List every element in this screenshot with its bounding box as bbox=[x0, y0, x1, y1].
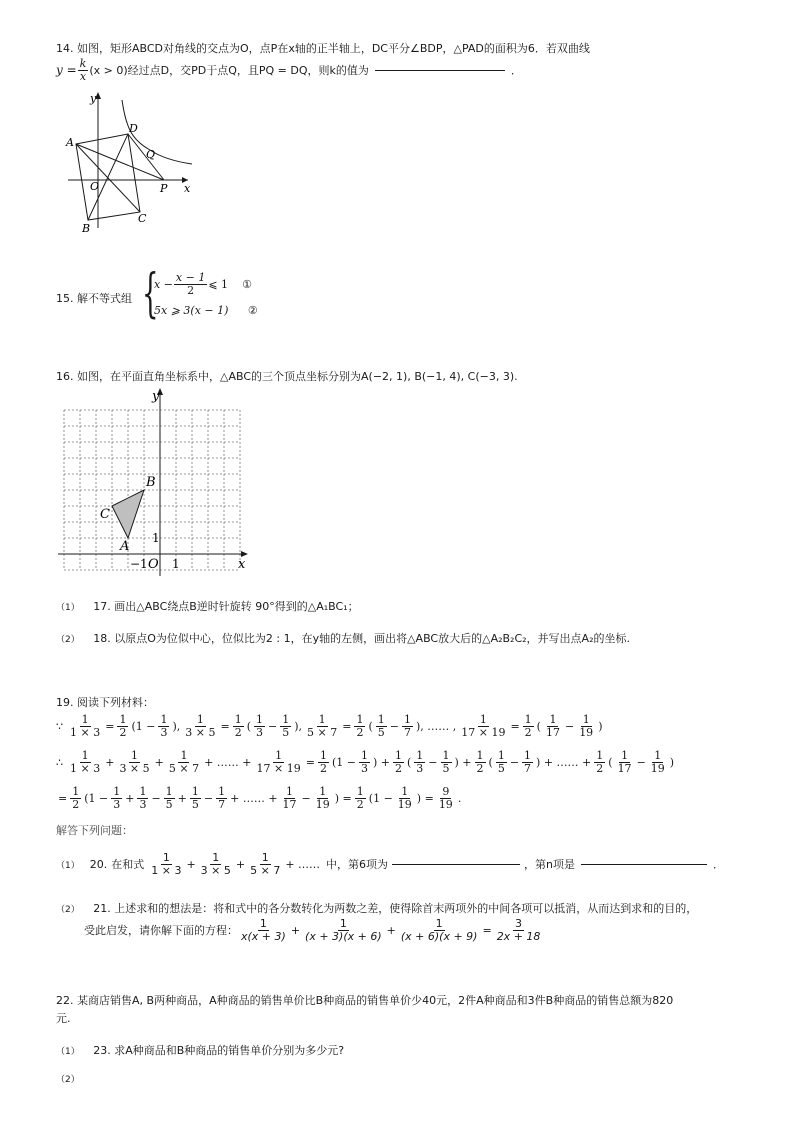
math-symbol: ), …… , bbox=[415, 719, 457, 733]
q16-grid-figure bbox=[56, 386, 252, 580]
math-symbol: ( bbox=[368, 719, 373, 733]
numerator: 1 bbox=[318, 713, 326, 726]
denominator: 17 × 19 bbox=[461, 725, 506, 739]
fraction bbox=[303, 918, 384, 942]
math-symbol: + …… + bbox=[230, 791, 278, 805]
fraction bbox=[233, 714, 244, 738]
fraction bbox=[183, 714, 217, 738]
math-symbol: + bbox=[154, 755, 164, 769]
denominator: 3 × 5 bbox=[185, 725, 216, 739]
q19-line1: ∵ $\frac{1}{1 \times 3}$ = $\frac{1}{2}$ (1 − $\frac{1}{3}$ ), $\frac{1}{3 \times 5}$ = $\frac{1}{2}$ ( $\frac{1}{3}$ − $\frac{1}{5}$ ), $\frac{1}{5 \times 7}$ = $\frac{1}{2}$ ( $\frac{1}{5}$ − $\frac{1}{7}$ ), …… , $\frac{1}{17 \times 19}$ = $\frac{1}{2}$ ( $\frac{1}{17}$ − $\frac{1}{19}$ ) bbox=[56, 713, 603, 739]
q22-line1: 22. 某商店销售A, B两种商品，A种商品的销售单价比B种商品的销售单价少40元，2件A种商品和3件B种商品的销售总额为820 bbox=[56, 994, 674, 1007]
denominator: 2 bbox=[524, 725, 532, 739]
label-A: A bbox=[120, 539, 130, 554]
fraction-k-over-x: $\frac{k}{x}$ bbox=[79, 57, 87, 83]
math-symbol: (1 − bbox=[84, 791, 109, 805]
fraction bbox=[117, 714, 128, 738]
fraction bbox=[68, 714, 102, 738]
denominator: 1 × 3 bbox=[70, 761, 101, 775]
q19-line3 bbox=[56, 786, 463, 810]
fraction bbox=[255, 750, 303, 774]
math-symbol: − bbox=[636, 755, 646, 769]
math-symbol: (1 − bbox=[368, 791, 393, 805]
fraction bbox=[414, 750, 425, 774]
q24-part: （2） bbox=[56, 1075, 80, 1085]
numerator: 1 bbox=[234, 713, 242, 726]
math-symbol: + …… + bbox=[204, 755, 252, 769]
numerator: 1 bbox=[401, 785, 409, 798]
numerator: 1 bbox=[275, 749, 283, 762]
numerator: 1 bbox=[191, 785, 199, 798]
denominator: 17 bbox=[545, 725, 560, 739]
numerator: 9 bbox=[442, 785, 450, 798]
numerator: 1 bbox=[81, 713, 89, 726]
q21-line1: （2） 21. 上述求和的想法是：将和式中的各分数转化为两数之差，使得除首末两项外的中间各项可以抵消，从而达到求和的目的， bbox=[56, 902, 698, 915]
label-x: x bbox=[184, 182, 191, 195]
denominator: 2x + 18 bbox=[496, 929, 541, 943]
fraction bbox=[437, 786, 455, 810]
label-Q: Q bbox=[146, 148, 156, 161]
fraction bbox=[459, 714, 507, 738]
denominator: 7 bbox=[524, 761, 532, 775]
fraction bbox=[616, 750, 634, 774]
question-number: 14. bbox=[56, 42, 74, 55]
numerator: 1 bbox=[339, 917, 347, 930]
fraction bbox=[149, 852, 183, 876]
answer-blank[interactable] bbox=[375, 69, 505, 71]
fraction bbox=[594, 750, 605, 774]
math-symbol: ( bbox=[246, 719, 251, 733]
numerator: 3 bbox=[515, 917, 523, 930]
numerator: 1 bbox=[131, 749, 139, 762]
fraction bbox=[305, 714, 339, 738]
q15-eq2: 5x ⩾ 3(x − 1) ② bbox=[154, 304, 258, 317]
denominator: 19 bbox=[315, 797, 330, 811]
question-text: 如图，矩形ABCD对角线的交点为O，点P在x轴的正半轴上，DC平分∠BDP，△PAD的面积为6．若双曲线 bbox=[77, 42, 590, 55]
fraction bbox=[239, 918, 288, 942]
numerator: 1 bbox=[356, 785, 364, 798]
math-symbol: ) = bbox=[416, 791, 434, 805]
numerator: 1 bbox=[654, 749, 662, 762]
numerator: 1 bbox=[139, 785, 147, 798]
fraction bbox=[496, 750, 507, 774]
numerator: 1 bbox=[524, 749, 532, 762]
denominator: 2 bbox=[72, 797, 80, 811]
fraction bbox=[254, 714, 265, 738]
denominator: 1 × 3 bbox=[70, 725, 101, 739]
fraction bbox=[393, 750, 404, 774]
math-symbol: = bbox=[510, 719, 520, 733]
label-C: C bbox=[138, 212, 147, 225]
fraction bbox=[199, 852, 233, 876]
fraction bbox=[354, 714, 365, 738]
math-symbol: ) = bbox=[334, 791, 352, 805]
q15-prefix: 15. 解不等式组 bbox=[56, 292, 132, 305]
math-symbol: ) + …… + bbox=[536, 755, 592, 769]
q20: （1） 20. 在和式 $\frac{1}{1 \times 3}$ + $\frac{1}{3 \times 5}$ + $\frac{1}{5 \times 7}$ + …… 中，第6项为 ，第n项是 ． bbox=[56, 851, 725, 877]
denominator: 3 × 5 bbox=[119, 761, 150, 775]
fraction bbox=[111, 786, 122, 810]
numerator: 1 bbox=[582, 713, 590, 726]
label-B: B bbox=[82, 222, 91, 233]
label-neg1: −1 bbox=[130, 557, 148, 571]
numerator: 1 bbox=[119, 713, 127, 726]
numerator: 1 bbox=[416, 749, 424, 762]
denominator: 3 bbox=[139, 797, 147, 811]
denominator: 17 bbox=[282, 797, 297, 811]
denominator: 2 bbox=[119, 725, 127, 739]
denominator: 5 bbox=[165, 797, 173, 811]
label-C: C bbox=[100, 507, 110, 522]
numerator: 1 bbox=[218, 785, 226, 798]
denominator: 5 bbox=[377, 725, 385, 739]
label-P: P bbox=[160, 182, 168, 195]
denominator: 2 bbox=[395, 761, 402, 775]
fraction bbox=[359, 750, 370, 774]
denominator: 5 bbox=[497, 761, 505, 775]
numerator: 1 bbox=[261, 851, 269, 864]
math-symbol: (1 − bbox=[131, 719, 156, 733]
math-symbol: + bbox=[105, 755, 115, 769]
fraction bbox=[402, 714, 413, 738]
denominator: 7 bbox=[218, 797, 226, 811]
numerator: 1 bbox=[479, 713, 487, 726]
label-A: A bbox=[66, 136, 74, 149]
math-symbol: − bbox=[564, 719, 575, 733]
denominator: (x + 3)(x + 6) bbox=[305, 929, 382, 943]
denominator: 1 × 3 bbox=[151, 863, 182, 877]
fraction bbox=[318, 750, 329, 774]
brace: { bbox=[142, 264, 159, 324]
fraction bbox=[281, 786, 299, 810]
denominator: 2 bbox=[596, 761, 604, 775]
math-symbol: ( bbox=[608, 755, 613, 769]
math-symbol: ( bbox=[407, 755, 412, 769]
math-symbol: + bbox=[177, 791, 187, 805]
numerator: 1 bbox=[497, 749, 505, 762]
math-symbol: ), bbox=[172, 719, 181, 733]
answer-blank-6th-term[interactable] bbox=[392, 863, 520, 865]
q19-answer-prompt: 解答下列问题： bbox=[56, 824, 133, 837]
label-x: x bbox=[238, 557, 246, 572]
fraction bbox=[167, 750, 201, 774]
numerator: 1 bbox=[356, 713, 364, 726]
numerator: 1 bbox=[476, 749, 484, 762]
q19-title: 19. 阅读下列材料： bbox=[56, 696, 154, 709]
numerator: 1 bbox=[596, 749, 604, 762]
denominator: 3 bbox=[113, 797, 121, 811]
numerator: 1 bbox=[442, 749, 450, 762]
denominator: 2 bbox=[356, 725, 364, 739]
denominator: 2 bbox=[319, 761, 327, 775]
denominator: 19 bbox=[579, 725, 594, 739]
fraction bbox=[399, 918, 480, 942]
numerator: 1 bbox=[621, 749, 629, 762]
denominator: 2 bbox=[476, 761, 484, 775]
denominator: 5 bbox=[191, 797, 199, 811]
math-symbol: ) + bbox=[372, 755, 390, 769]
q18: （2） 18. 以原点O为位似中心，位似比为2 : 1，在y轴的左侧，画出将△ABC放大后的△A₂B₂C₂，并写出点A₂的坐标. bbox=[56, 632, 630, 645]
fraction bbox=[495, 918, 543, 942]
denominator: 17 × 19 bbox=[256, 761, 301, 775]
fraction bbox=[248, 852, 282, 876]
math-symbol: = bbox=[305, 755, 315, 769]
math-symbol: = bbox=[58, 791, 68, 805]
denominator: 3 bbox=[416, 761, 424, 775]
q15-eq1: x − $\frac{x - 1}{2}$ ⩽ 1 ① bbox=[154, 271, 252, 297]
numerator: 1 bbox=[403, 713, 411, 726]
fraction bbox=[577, 714, 595, 738]
denominator: 3 bbox=[255, 725, 263, 739]
numerator: 1 bbox=[259, 917, 267, 930]
math-symbol: + bbox=[125, 791, 135, 805]
math-symbol: ), bbox=[294, 719, 302, 733]
fraction bbox=[441, 750, 452, 774]
numerator: 1 bbox=[319, 749, 327, 762]
fraction bbox=[314, 786, 332, 810]
denominator: 17 bbox=[617, 761, 632, 775]
math-symbol: . bbox=[457, 791, 462, 805]
fraction bbox=[396, 786, 414, 810]
label-B: B bbox=[146, 475, 156, 490]
math-symbol: + bbox=[290, 923, 301, 937]
fraction bbox=[190, 786, 201, 810]
math-symbol: ( bbox=[488, 755, 493, 769]
numerator: 1 bbox=[165, 785, 173, 798]
q14-figure bbox=[60, 88, 200, 233]
numerator: 1 bbox=[319, 785, 327, 798]
numerator: 1 bbox=[81, 749, 89, 762]
fraction bbox=[475, 750, 486, 774]
fraction bbox=[117, 750, 151, 774]
denominator: 5 bbox=[442, 761, 450, 775]
label-one-y: 1 bbox=[152, 531, 160, 545]
math-symbol: ( bbox=[536, 719, 541, 733]
denominator: 2 bbox=[356, 797, 364, 811]
math-symbol: = bbox=[220, 719, 230, 733]
q16-text: 16. 如图，在平面直角坐标系中，△ABC的三个顶点坐标分别为A(−2, 1), B(−1, 4), C(−3, 3). bbox=[56, 370, 518, 383]
fraction bbox=[522, 750, 533, 774]
numerator: 1 bbox=[72, 785, 80, 798]
denominator: 3 bbox=[360, 761, 368, 775]
math-symbol: − bbox=[267, 719, 278, 733]
denominator: 19 bbox=[438, 797, 453, 811]
math-symbol: + bbox=[186, 857, 196, 871]
denominator: 7 bbox=[403, 725, 411, 739]
numerator: 1 bbox=[286, 785, 294, 798]
numerator: 1 bbox=[524, 713, 532, 726]
label-D: D bbox=[129, 122, 138, 135]
label-y: y bbox=[90, 92, 97, 105]
denominator: 5 × 7 bbox=[250, 863, 281, 877]
denominator: 3 bbox=[160, 725, 168, 739]
label-O: O bbox=[90, 180, 100, 193]
math-symbol: = bbox=[105, 719, 115, 733]
math-symbol: ) bbox=[598, 719, 603, 733]
q22-line2: 元. bbox=[56, 1012, 71, 1025]
denominator: 5 × 7 bbox=[168, 761, 200, 775]
answer-blank-nth-term[interactable] bbox=[581, 863, 707, 865]
q17: （1） 17. 画出△ABC绕点B逆时针旋转 90°得到的△A₁BC₁； bbox=[56, 600, 359, 613]
fraction bbox=[216, 786, 227, 810]
numerator: 1 bbox=[180, 749, 188, 762]
math-symbol: − bbox=[509, 755, 520, 769]
numerator: 1 bbox=[435, 917, 443, 930]
math-symbol: + bbox=[235, 857, 246, 871]
fraction bbox=[70, 786, 81, 810]
numerator: 1 bbox=[113, 785, 121, 798]
fraction bbox=[68, 750, 102, 774]
fraction bbox=[649, 750, 667, 774]
math-symbol: − bbox=[301, 791, 311, 805]
denominator: 2 bbox=[234, 725, 242, 739]
q14-line2: y = $\frac{k}{x}$ (x > 0)经过点D，交PD于点Q，且PQ = DQ，则k的值为 ． bbox=[56, 57, 522, 83]
numerator: 1 bbox=[212, 851, 220, 864]
math-symbol: ) + bbox=[454, 755, 472, 769]
math-symbol: − bbox=[151, 791, 161, 805]
fraction bbox=[137, 786, 148, 810]
math-symbol: − bbox=[389, 719, 399, 733]
label-y: y bbox=[152, 389, 160, 404]
denominator: x(x + 3) bbox=[241, 929, 286, 943]
denominator: 5 × 7 bbox=[307, 725, 338, 739]
fraction bbox=[544, 714, 562, 738]
math-symbol: = bbox=[482, 923, 492, 937]
numerator: 1 bbox=[549, 713, 557, 726]
math-symbol: ) bbox=[669, 755, 675, 769]
fraction bbox=[158, 714, 169, 738]
numerator: 1 bbox=[395, 749, 402, 762]
q14-line1 bbox=[56, 40, 590, 56]
denominator: (x + 6)(x + 9) bbox=[400, 929, 478, 943]
numerator: 1 bbox=[282, 713, 290, 726]
q23: （1） 23. 求A种商品和B种商品的销售单价分别为多少元? bbox=[56, 1044, 345, 1057]
fraction bbox=[164, 786, 175, 810]
fraction bbox=[376, 714, 387, 738]
math-symbol: − bbox=[428, 755, 438, 769]
denominator: 3 × 5 bbox=[200, 863, 231, 877]
fraction bbox=[355, 786, 366, 810]
q21-line2: 受此启发，请你解下面的方程： $\frac{1}{x(x + 3)}$ + $\frac{1}{(x + 3)(x + 6)}$ + $\frac{1}{(x + 6)(x + 9)}$ = $\frac{3}{2x + 18}$ bbox=[84, 917, 541, 943]
label-one-x: 1 bbox=[172, 557, 180, 571]
math-symbol: (1 − bbox=[331, 755, 356, 769]
fraction bbox=[523, 714, 534, 738]
label-O: O bbox=[148, 557, 159, 572]
math-symbol: + …… bbox=[285, 857, 321, 871]
numerator: 1 bbox=[162, 851, 170, 864]
denominator: 19 bbox=[397, 797, 412, 811]
numerator: 1 bbox=[255, 713, 263, 726]
denominator: 19 bbox=[650, 761, 665, 775]
denominator: 5 bbox=[282, 725, 290, 739]
math-symbol: = bbox=[342, 719, 352, 733]
numerator: 1 bbox=[360, 749, 368, 762]
numerator: 1 bbox=[160, 713, 168, 726]
numerator: 1 bbox=[196, 713, 204, 726]
math-symbol: + bbox=[386, 923, 396, 937]
fraction bbox=[280, 714, 291, 738]
q19-line2: ∴ $\frac{1}{1 \times 3}$ + $\frac{1}{3 \times 5}$ + $\frac{1}{5 \times 7}$ + …… + $\frac{1}{17 \times 19}$ = $\frac{1}{2}$ (1 − $\frac{1}{3}$ ) + $\frac{1}{2}$ ( $\frac{1}{3}$ − $\frac{1}{5}$ ) + $\frac{1}{2}$ ( $\frac{1}{5}$ − $\frac{1}{7}$ ) + …… + $\frac{1}{2}$ ( $\frac{1}{17}$ − $\frac{1}{19}$ ) bbox=[56, 749, 675, 775]
math-symbol: − bbox=[203, 791, 214, 805]
numerator: 1 bbox=[377, 713, 385, 726]
